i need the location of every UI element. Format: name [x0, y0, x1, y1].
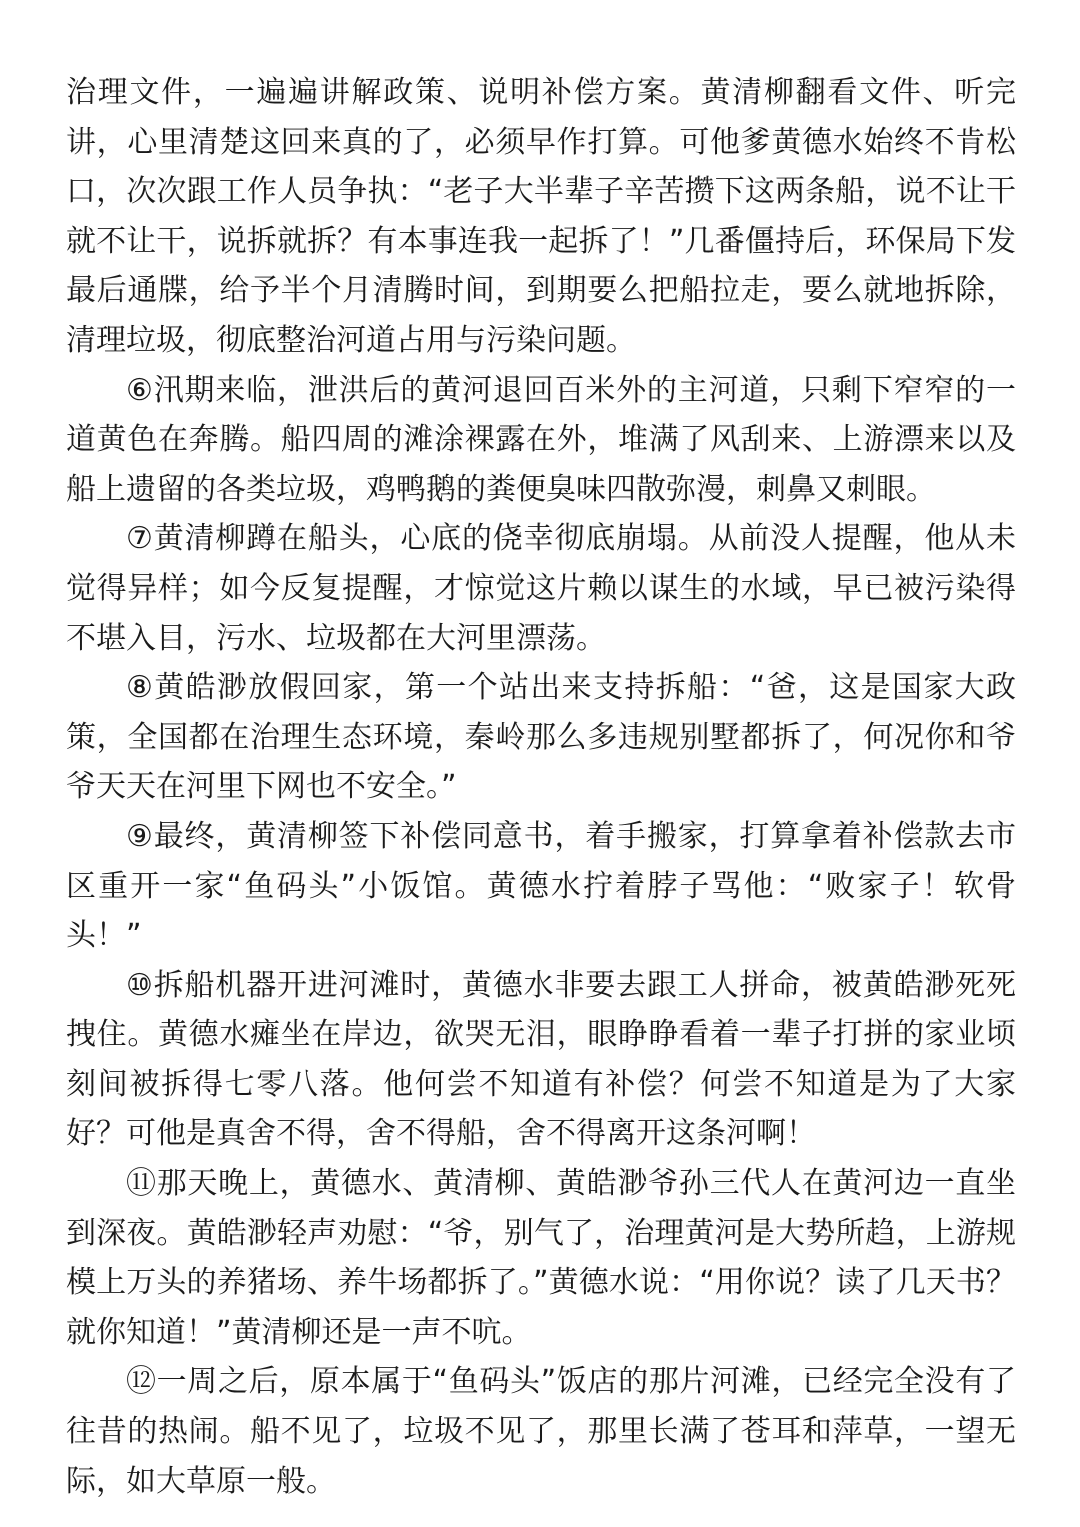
paragraph-8: ⑧黄皓渺放假回家，第一个站出来支持拆船：“爸，这是国家大政策，全国都在治理生态环境，秦岭那么多违规别墅都拆了，何况你和爷爷天天在河里下网也不安全。” — [66, 670, 1016, 805]
paragraph-12: ⑫一周之后，原本属于“鱼码头”饭店的那片河滩，已经完全没有了往昔的热闹。船不见了，垃圾不见了，那里长满了苍耳和萍草，一望无际，如大草原一般。 — [66, 1364, 1016, 1499]
paragraph-9: ⑨最终，黄清柳签下补偿同意书，着手搬家，打算拿着补偿款去市区重开一家“鱼码头”小饭馆。黄德水拧着脖子骂他：“败家子！软骨头！” — [66, 818, 1016, 954]
paragraph-continued: 治理文件，一遍遍讲解政策、说明补偿方案。黄清柳翻看文件、听完讲，心里清楚这回来真的了，必须早作打算。可他爹黄德水始终不肯松口，次次跟工作人员争执：“老子大半辈子辛苦攒下这两条船，说不让干就不让干，说拆就拆？有本事连我一起拆了！”几番僵持后，环保局下发最后通牒，给予半个月清腾时间，到期要么把船拉走，要么就地拆除，清理垃圾，彻底整治河道占用与污染问题。 — [66, 75, 1016, 358]
article-body — [66, 68, 1016, 1506]
paragraph-10: ⑩拆船机器开进河滩时，黄德水非要去跟工人拼命，被黄皓渺死死拽住。黄德水瘫坐在岸边，欲哭无泪，眼睁睁看着一辈子打拼的家业顷刻间被拆得七零八落。他何尝不知道有补偿？何尝不知道是为了大家好？可他是真舍不得，舍不得船，舍不得离开这条河啊！ — [66, 967, 1016, 1152]
paragraph-7: ⑦黄清柳蹲在船头，心底的侥幸彻底崩塌。从前没人提醒，他从未觉得异样；如今反复提醒，才惊觉这片赖以谋生的水域，早已被污染得不堪入目，污水、垃圾都在大河里漂荡。 — [66, 521, 1016, 656]
paragraph-6: ⑥汛期来临，泄洪后的黄河退回百米外的主河道，只剩下窄窄的一道黄色在奔腾。船四周的滩涂裸露在外，堆满了风刮来、上游漂来以及船上遗留的各类垃圾，鸡鸭鹅的粪便臭味四散弥漫，刺鼻又刺眼。 — [66, 372, 1016, 507]
paragraph-11: ⑪那天晚上，黄德水、黄清柳、黄皓渺爷孙三代人在黄河边一直坐到深夜。黄皓渺轻声劝慰：“爷，别气了，治理黄河是大势所趋，上游规模上万头的养猪场、养牛场都拆了。”黄德水说：“用你说？读了几天书？就你知道！”黄清柳还是一声不吭。 — [66, 1166, 1016, 1350]
